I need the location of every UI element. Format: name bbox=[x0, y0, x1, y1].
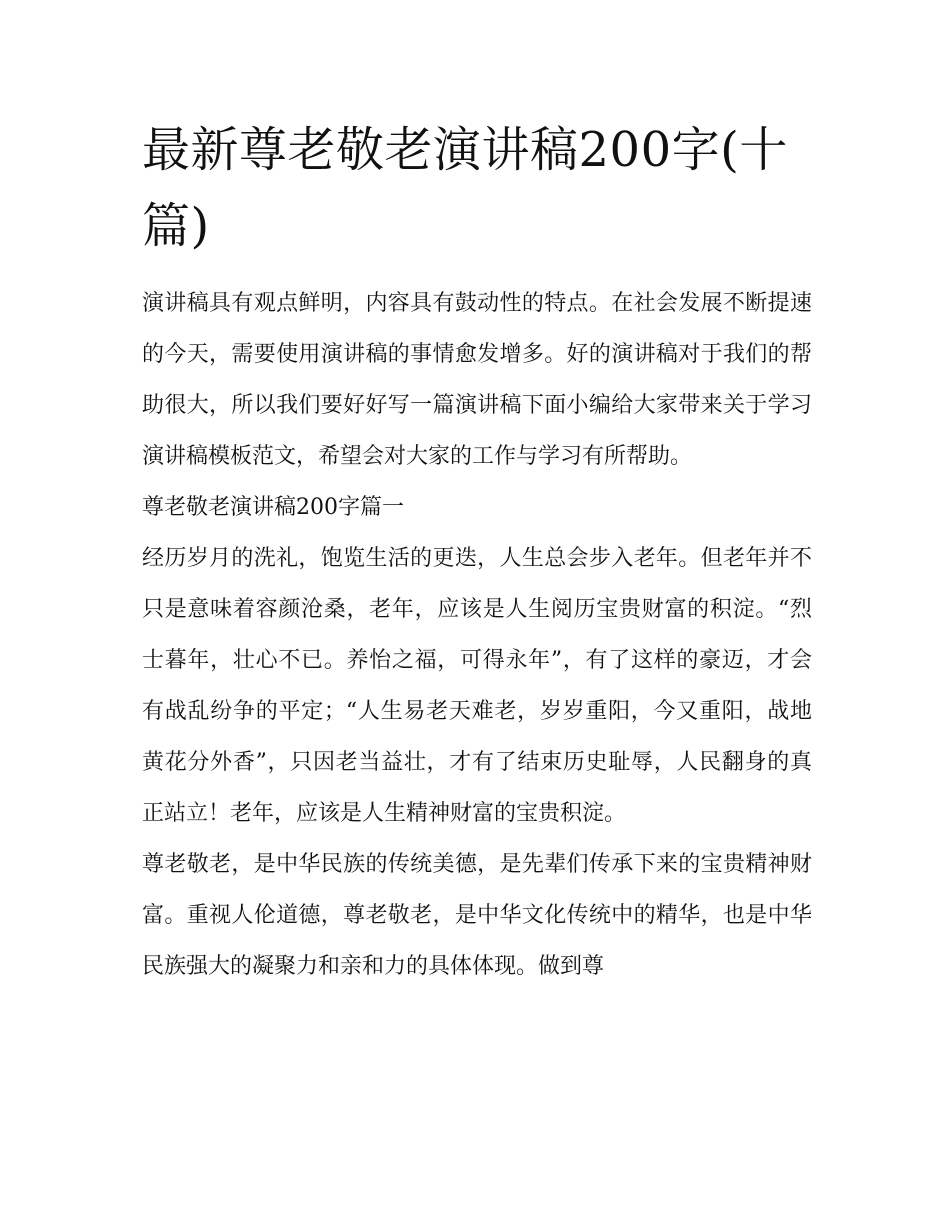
document-title: 最新尊老敬老演讲稿200字(十篇) bbox=[142, 122, 788, 254]
body-paragraph-2: 尊老敬老，是中华民族的传统美德，是先辈们传承下来的宝贵精神财富。重视人伦道德，尊老敬老，是中华文化传统中的精华，也是中华民族强大的凝聚力和亲和力的具体体现。做到尊 bbox=[142, 852, 812, 979]
intro-paragraph: 演讲稿具有观点鲜明，内容具有鼓动性的特点。在社会发展不断提速的今天，需要使用演讲稿的事情愈发增多。好的演讲稿对于我们的帮助很大，所以我们要好好写一篇演讲稿下面小编给大家带来关于学习演讲稿模板范文，希望会对大家的工作与学习有所帮助。 bbox=[142, 291, 812, 469]
body-paragraph-1: 经历岁月的洗礼，饱览生活的更迭，人生总会步入老年。但老年并不只是意味着容颜沧桑，老年，应该是人生阅历宝贵财富的积淀。“烈士暮年，壮心不已。养怡之福，可得永年”，有了这样的豪迈，才会有战乱纷争的平定；“人生易老天难老，岁岁重阳，今又重阳，战地黄花分外香”，只因老当益壮，才有了结束历史耻辱，人民翻身的真正站立！老年，应该是人生精神财富的宝贵积淀。 bbox=[142, 546, 812, 826]
document-page bbox=[142, 112, 812, 992]
section-heading: 尊老敬老演讲稿200字篇一 bbox=[142, 495, 404, 520]
